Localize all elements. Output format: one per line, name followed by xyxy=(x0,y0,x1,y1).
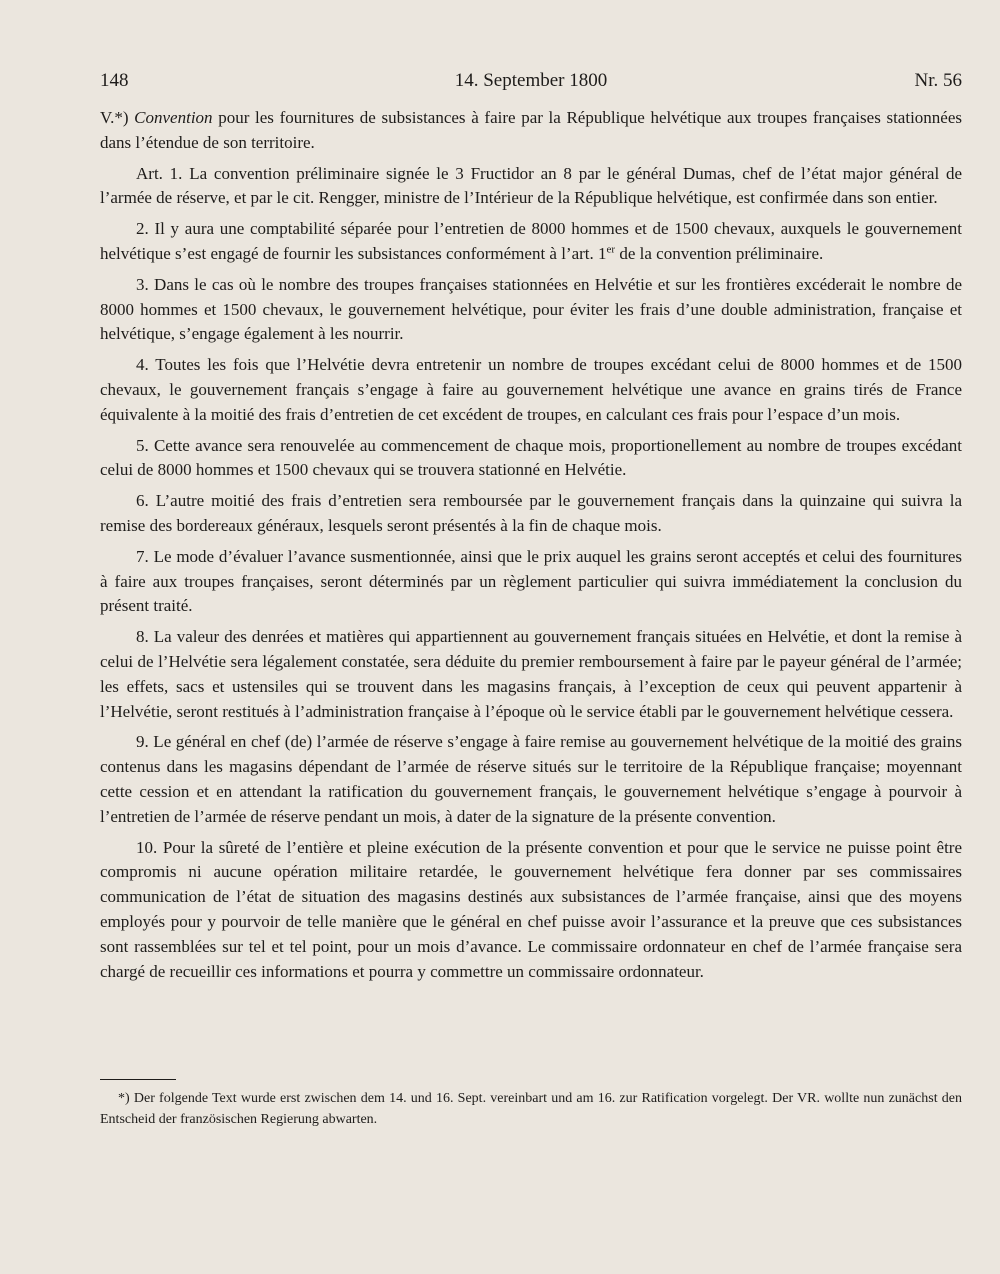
footnote-text: *) Der folgende Text wurde erst zwischen dem 14. und 16. Sept. vereinbart und am 16. zur Ratification vorgelegt. Der VR. wollte nun zunächst den Entscheid der französischen Regierung abwarten. xyxy=(100,1091,962,1127)
article-5: 5. Cette avance sera renouvelée au commencement de chaque mois, proportionellement au nombre de troupes excédant celui de 8000 hommes et 1500 chevaux qui se trouvera stationné en Helvétie. xyxy=(100,435,962,480)
article-1: Art. 1. La convention préliminaire signée le 3 Fructidor an 8 par le général Dumas, chef de l’état major général de l’armée de réserve, et par le cit. Rengger, ministre de l’Intérieur de la République helvétique, est confirmée dans son entier. xyxy=(100,163,962,208)
article-10: 10. Pour la sûreté de l’entière et pleine exécution de la présente convention et pour que le service ne puisse point être compromis ni aucune opération militaire retardée, le gouvernement helvétique fera donner par ses commissaires communication de l’état de situation des magasins destinés aux subsistances de l’armée française, ainsi que des moyens employés pour y pourvoir de telle manière que le général en chef puisse avoir l’assurance et la preuve que ces subsistances sont rassemblées sur tel et tel point, pour un mois d’avance. Le commissaire ordonnateur en chef de l’armée française sera chargé de recueillir ces informations et pourra y commettre un commissaire ordonnateur. xyxy=(100,837,962,981)
article-9: 9. Le général en chef (de) l’armée de réserve s’engage à faire remise au gouvernement helvétique de la moitié des grains contenus dans les magasins dépendant de l’armée de réserve situés sur le territoire de la République française; moyennant cette cession et en attendant la ratification du gouvernement français, le gouvernement helvétique s’engage à pourvoir à l’entretien de l’armée de réserve pendant un mois, à dater de la signature de la présente convention. xyxy=(100,732,962,826)
article-2-superscript: er xyxy=(606,243,616,256)
footnote-divider xyxy=(100,1079,176,1080)
article-8: 8. La valeur des denrées et matières qui appartiennent au gouvernement français situées en Helvétie, et dont la remise à celui de l’Helvétie sera légalement constatée, sera déduite du premier remboursement à faire par le payeur général de l’armée; les effets, sacs et ustensiles qui se trouvent dans les magasins français, à l’exception de ceux qui peuvent appartenir à l’Helvétie, seront restitués à l’administration française à l’époque où le service établi par le gouvernement helvétique cessera. xyxy=(100,627,962,721)
article-3: 3. Dans le cas où le nombre des troupes françaises stationnées en Helvétie et sur les frontières excéderait le nombre de 8000 hommes et 1500 chevaux, le gouvernement helvétique, pour éviter les frais d’une double administration, française et helvétique, s’engage également à les nourrir. xyxy=(100,274,962,344)
section-title-italic: Convention xyxy=(134,108,213,127)
article-2-text-before: 2. Il y aura une comptabilité séparée pour l’entretien de 8000 hommes et de 1500 chevaux, auxquels le gouvernement helvétique s’est engagé de fournir les subsistances conformément à l’art. 1 xyxy=(100,219,962,263)
header-date: 14. September 1800 xyxy=(454,70,608,91)
article-7: 7. Le mode d’évaluer l’avance susmentionnée, ainsi que le prix auquel les grains seront acceptés et celui des fournitures à faire aux troupes françaises, seront déterminés par un règlement particulier qui suivra immédiatement la conclusion du présent traité. xyxy=(100,546,962,616)
section-heading xyxy=(100,106,962,156)
footnote xyxy=(100,1088,962,1130)
footnote-marker: *) xyxy=(114,108,129,127)
document-number: Nr. 56 xyxy=(914,70,962,91)
article-2 xyxy=(100,217,962,267)
section-title: pour les fournitures de subsistances à faire par la République helvétique aux troupes françaises stationnées dans l’étendue de son territoire. xyxy=(100,108,962,152)
article-4: 4. Toutes les fois que l’Helvétie devra entretenir un nombre de troupes excédant celui de 8000 hommes et de 1500 chevaux, le gouvernement français s’engage à faire au gouvernement helvétique une avance en grains tirés de France équivalente à la moitié des frais d’entretien de cet excédent de troupes, en calculant ces frais pour l’espace d’un mois. xyxy=(100,355,962,424)
article-2-text-after: de la convention préliminaire. xyxy=(615,243,824,263)
section-numeral: V. xyxy=(100,108,115,127)
page-number: 148 xyxy=(100,70,129,91)
article-6: 6. L’autre moitié des frais d’entretien sera remboursée par le gouvernement français dans la quinzaine qui suivra la remise des bordereaux généraux, lesquels seront présentés à la fin de chaque mois. xyxy=(100,491,962,535)
page-header xyxy=(100,70,962,98)
document-body xyxy=(100,106,962,990)
